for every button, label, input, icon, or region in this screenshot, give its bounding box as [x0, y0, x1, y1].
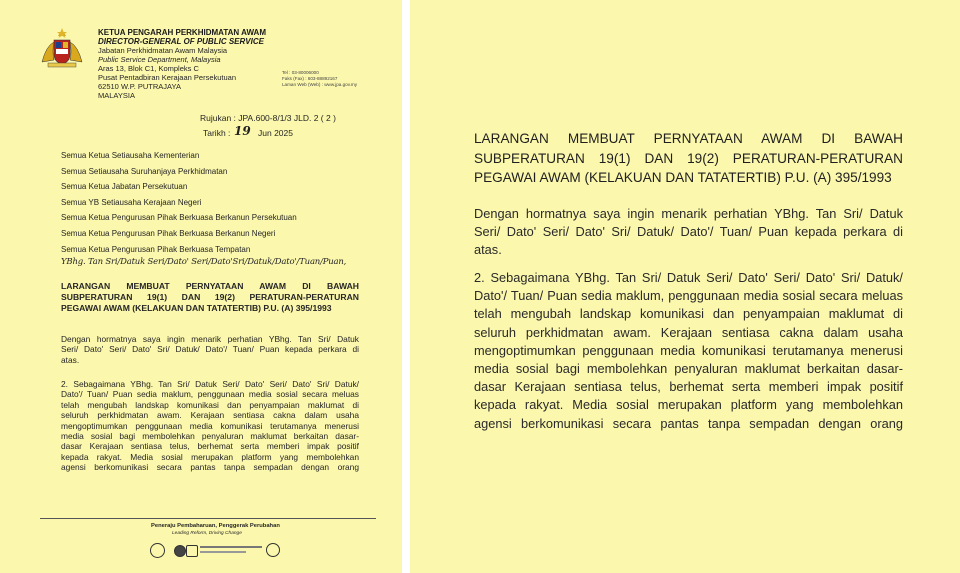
org-name-ms: KETUA PENGARAH PERKHIDMATAN AWAM: [98, 28, 266, 37]
footer-certification-text: [200, 551, 246, 553]
malaysia-coat-of-arms-icon: [36, 26, 88, 70]
recipient-line: Semua Ketua Pengurusan Pihak Berkuasa Berkanun Negeri: [61, 229, 276, 238]
footer-logo-icon: [174, 545, 186, 557]
paragraph2-line: dasar Kerajaan sentiasa telus, berhemat serta memberi impak positif: [61, 441, 359, 452]
address-line: Pusat Pentadbiran Kerajaan Persekutuan: [98, 73, 237, 82]
footer-motto-en: Leading Reform, Driving Change: [172, 531, 242, 536]
letter-page-zoomed: [410, 0, 960, 573]
address-line: MALAYSIA: [98, 91, 135, 100]
letter-page-full: [0, 0, 402, 573]
zoomed-paragraph1-line: Dengan hormatnya saya ingin menarik perhatian YBhg. Tan Sri/ Datuk: [474, 206, 903, 221]
footer-certification-text: [200, 546, 262, 548]
dept-name-en: Public Service Department, Malaysia: [98, 55, 221, 64]
address-line: 62510 W.P. PUTRAJAYA: [98, 82, 181, 91]
paragraph2-line: 2. Sebagaimana YBhg. Tan Sri/ Datuk Seri/ Dato' Seri/ Dato' Sri/ Datuk/: [61, 379, 359, 389]
recipient-line: Semua YB Setiausaha Kerajaan Negeri: [61, 197, 202, 207]
reference-number: Rujukan : JPA.600-8/1/3 JLD. 2 ( 2 ): [200, 113, 336, 123]
paragraph1-line: Dengan hormatnya saya ingin menarik perhatian YBhg. Tan Sri/ Datuk: [61, 334, 359, 344]
contact-tel: Tel : 03-80006000: [282, 70, 319, 75]
org-name-en: DIRECTOR-GENERAL OF PUBLIC SERVICE: [98, 37, 264, 46]
paragraph2-line: mengoptimumkan penggunaan media komunikasi terutamanya menerusi: [61, 420, 359, 431]
paragraph2-line: Dato'/ Tuan/ Puan sedia maklum, penggunaan media sosial secara meluas: [61, 389, 359, 400]
footer-logo-icon: [186, 545, 198, 557]
footer-divider: [40, 518, 376, 519]
recipient-line: Semua Ketua Pengurusan Pihak Berkuasa Tempatan: [61, 244, 251, 254]
date-day-handwritten: 19: [234, 124, 251, 138]
recipient-line: Semua Ketua Jabatan Persekutuan: [61, 182, 188, 192]
paragraph2-line: seluruh perkhidmatan awam. Kerajaan sentiasa cakna dalam usaha: [61, 410, 359, 421]
paragraph1-line: atas.: [61, 354, 80, 365]
paragraph2-line: telah mengubah landskap komunikasi dan penyampaian maklumat di: [61, 399, 359, 410]
zoomed-paragraph2-line: dasar Kerajaan sentiasa telus, berhemat serta memberi impak positif: [474, 379, 903, 395]
recipient-line: Semua Ketua Pengurusan Pihak Berkuasa Berkanun Persekutuan: [61, 213, 297, 223]
footer-motto-ms: Peneraju Pembaharuan, Penggerak Perubahan: [151, 523, 280, 529]
dept-name-ms: Jabatan Perkhidmatan Awam Malaysia: [98, 46, 228, 55]
zoomed-paragraph1-line: atas.: [474, 242, 502, 258]
letter-title-line: SUBPERATURAN 19(1) DAN 19(2) PERATURAN-PERATURAN: [61, 292, 359, 303]
paragraph2-line: kepada rakyat. Media sosial merupakan platform yang membolehkan: [61, 451, 359, 462]
address-line: Aras 13, Blok C1, Kompleks C: [98, 64, 199, 73]
zoomed-paragraph1-line: Seri/ Dato' Seri/ Dato' Sri/ Datuk/ Dato'/ Tuan/ Puan kepada perkara di: [474, 224, 903, 240]
footer-logo-icon: [150, 543, 165, 558]
paragraph2-line: media sosial bagi membolehkan penyaluran maklumat berkaitan dasar-: [61, 431, 359, 441]
footer-logo-icon: [266, 543, 280, 557]
date-month-year: Jun 2025: [258, 128, 293, 138]
zoomed-paragraph2-line: kepada rakyat. Media sosial merupakan platform yang membolehkan: [474, 397, 903, 413]
contact-web: Laman Web (Web) : www.jpa.gov.my: [282, 82, 358, 87]
zoomed-paragraph2-line: seluruh perkhidmatan awam. Kerajaan sentiasa cakna dalam usaha: [474, 324, 903, 340]
salutation: YBhg. Tan Sri/Datuk Seri/Dato' Seri/Dato'Sri/Datuk/Dato'/Tuan/Puan,: [61, 257, 347, 267]
zoomed-paragraph2-line: agensi berkomunikasi secara pantas tanpa sempadan dengan orang: [474, 415, 903, 431]
zoomed-paragraph2-line: media sosial bagi membolehkan penyaluran maklumat berkaitan dasar-: [474, 361, 903, 376]
letter-title-line: PEGAWAI AWAM (KELAKUAN DAN TATATERTIB) P.U. (A) 395/1993: [61, 303, 332, 314]
letter-title-line: LARANGAN MEMBUAT PERNYATAAN AWAM DI BAWAH: [61, 281, 359, 291]
paragraph1-line: Seri/ Dato' Seri/ Dato' Sri/ Datuk/ Dato'/ Tuan/ Puan kepada perkara di: [61, 344, 359, 355]
zoomed-paragraph2-line: telah mengubah landskap komunikasi dan penyampaian maklumat di: [474, 306, 903, 322]
zoomed-paragraph2-line: Dato'/ Tuan/ Puan sedia maklum, penggunaan media sosial secara meluas: [474, 288, 903, 304]
zoomed-title-line: PEGAWAI AWAM (KELAKUAN DAN TATATERTIB) P.U. (A) 395/1993: [474, 170, 892, 185]
date-label: Tarikh :: [203, 128, 231, 138]
zoomed-paragraph2-line: mengoptimumkan penggunaan media komunikasi terutamanya menerusi: [474, 342, 903, 358]
zoomed-title-line: SUBPERATURAN 19(1) DAN 19(2) PERATURAN-PERATURAN: [474, 150, 903, 166]
zoomed-paragraph2-line: 2. Sebagaimana YBhg. Tan Sri/ Datuk Seri/ Dato' Seri/ Dato' Sri/ Datuk/: [474, 270, 903, 285]
recipient-line: Semua Ketua Setiausaha Kementerian: [61, 151, 200, 160]
recipient-line: Semua Setiausaha Suruhanjaya Perkhidmatan: [61, 166, 228, 176]
paragraph2-line: agensi berkomunikasi secara pantas tanpa sempadan dengan orang: [61, 462, 359, 473]
zoomed-title-line: LARANGAN MEMBUAT PERNYATAAN AWAM DI BAWAH: [474, 131, 903, 146]
contact-fax: Faks (Fax) : 603-88892167: [282, 76, 338, 81]
